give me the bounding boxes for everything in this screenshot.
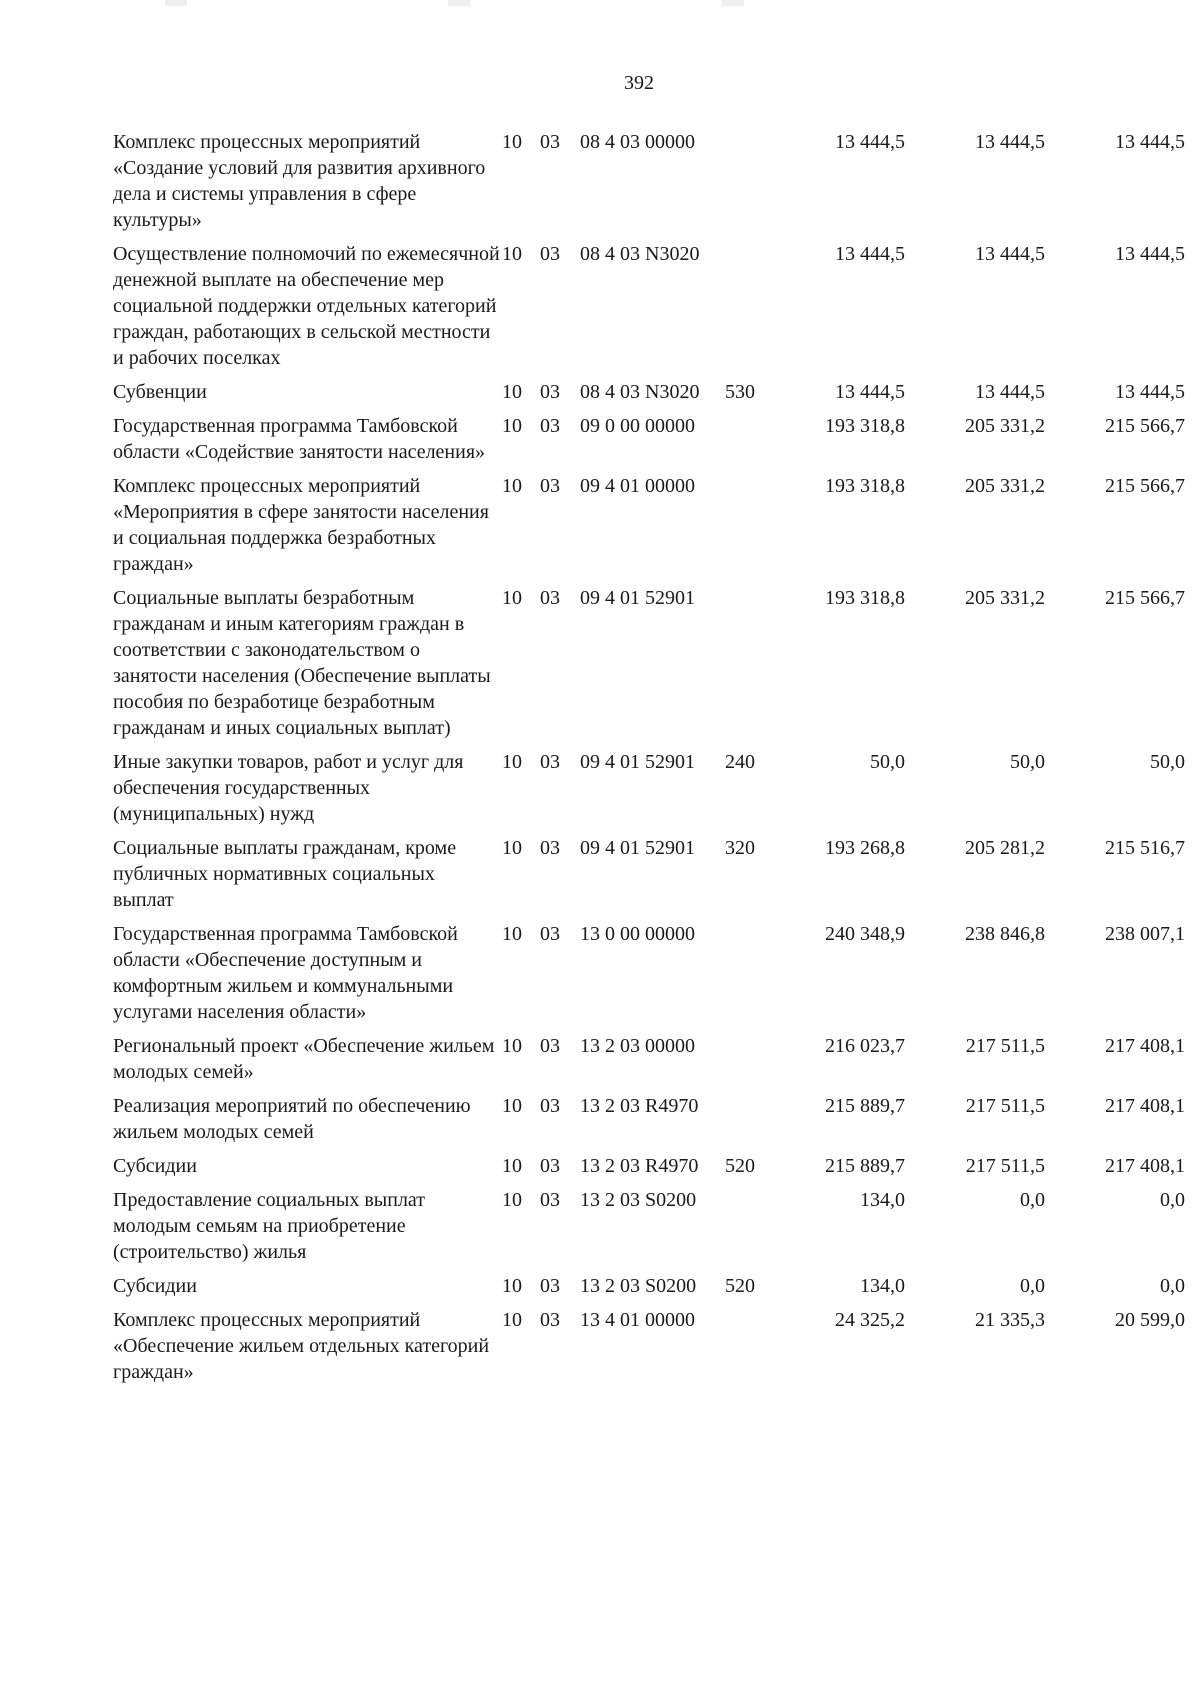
table-row (113, 749, 1185, 835)
row-expense-type-code: 240 (725, 751, 755, 773)
scan-artifact (448, 0, 470, 6)
row-amount-year-2: 13 444,5 (975, 381, 1045, 403)
row-amount-year-2: 217 511,5 (965, 1035, 1045, 1057)
row-section-code: 10 (502, 243, 522, 265)
row-target-item-code: 09 4 01 52901 (580, 837, 695, 859)
row-amount-year-3: 215 566,7 (1105, 475, 1185, 497)
table-row (113, 1273, 1185, 1307)
row-section-code: 10 (502, 837, 522, 859)
row-amount-year-3: 13 444,5 (1115, 243, 1185, 265)
row-expense-type-code (725, 1093, 770, 1153)
row-name: Государственная программа Тамбовской области «Обеспечение доступным и комфортным жильем и коммунальными услугами населения области» (113, 923, 458, 1023)
row-subsection-code: 03 (540, 381, 560, 403)
row-amount-year-2: 13 444,5 (975, 131, 1045, 153)
row-amount-year-3: 215 566,7 (1105, 587, 1185, 609)
row-target-item-code: 13 2 03 00000 (580, 1035, 695, 1057)
row-section-code: 10 (502, 1155, 522, 1177)
row-amount-year-3: 0,0 (1160, 1189, 1185, 1211)
row-name: Социальные выплаты гражданам, кроме публичных нормативных социальных выплат (113, 837, 457, 911)
row-name: Субсидии (113, 1275, 197, 1297)
table-row (113, 835, 1185, 921)
row-target-item-code: 13 2 03 S0200 (580, 1189, 697, 1211)
row-subsection-code: 03 (540, 1309, 560, 1331)
row-expense-type-code: 320 (725, 837, 755, 859)
row-amount-year-2: 238 846,8 (965, 923, 1045, 945)
row-expense-type-code: 520 (725, 1275, 755, 1297)
row-amount-year-1: 193 318,8 (825, 475, 905, 497)
row-amount-year-1: 24 325,2 (835, 1309, 905, 1331)
row-amount-year-3: 50,0 (1150, 751, 1185, 773)
row-target-item-code: 08 4 03 N3020 (580, 243, 700, 265)
row-subsection-code: 03 (540, 751, 560, 773)
row-amount-year-2: 0,0 (1020, 1189, 1045, 1211)
table-row (113, 1093, 1185, 1153)
row-name: Комплекс процессных мероприятий «Мероприятия в сфере занятости населения и социальная поддержка безработных граждан» (113, 475, 489, 575)
row-amount-year-1: 193 318,8 (825, 587, 905, 609)
row-expense-type-code (725, 473, 770, 585)
row-amount-year-2: 205 331,2 (965, 475, 1045, 497)
row-amount-year-1: 50,0 (870, 751, 905, 773)
row-amount-year-1: 13 444,5 (835, 381, 905, 403)
row-target-item-code: 13 2 03 R4970 (580, 1095, 699, 1117)
row-target-item-code: 09 4 01 52901 (580, 587, 695, 609)
row-section-code: 10 (502, 751, 522, 773)
row-subsection-code: 03 (540, 587, 560, 609)
row-expense-type-code (725, 585, 770, 749)
row-amount-year-3: 217 408,1 (1105, 1035, 1185, 1057)
table-row (113, 473, 1185, 585)
table-row (113, 1187, 1185, 1273)
row-name: Субвенции (113, 381, 207, 403)
row-section-code: 10 (502, 131, 522, 153)
row-amount-year-3: 13 444,5 (1115, 381, 1185, 403)
row-amount-year-2: 50,0 (1010, 751, 1045, 773)
row-amount-year-3: 20 599,0 (1115, 1309, 1185, 1331)
row-section-code: 10 (502, 923, 522, 945)
table-row (113, 585, 1185, 749)
row-expense-type-code (725, 413, 770, 473)
scan-artifact (165, 0, 187, 6)
row-target-item-code: 08 4 03 00000 (580, 131, 695, 153)
row-amount-year-1: 216 023,7 (825, 1035, 905, 1057)
row-amount-year-3: 217 408,1 (1105, 1155, 1185, 1177)
row-section-code: 10 (502, 587, 522, 609)
row-target-item-code: 09 0 00 00000 (580, 415, 695, 437)
row-subsection-code: 03 (540, 1155, 560, 1177)
row-amount-year-2: 205 331,2 (965, 587, 1045, 609)
row-target-item-code: 13 4 01 00000 (580, 1309, 695, 1331)
table-row (113, 1307, 1185, 1393)
row-expense-type-code (725, 1033, 770, 1093)
row-amount-year-2: 205 281,2 (965, 837, 1045, 859)
row-subsection-code: 03 (540, 415, 560, 437)
row-name: Иные закупки товаров, работ и услуг для обеспечения государственных (муниципальных) нужд (113, 751, 464, 825)
row-expense-type-code (725, 1307, 770, 1393)
row-target-item-code: 13 0 00 00000 (580, 923, 695, 945)
row-amount-year-1: 215 889,7 (825, 1095, 905, 1117)
row-amount-year-1: 13 444,5 (835, 131, 905, 153)
row-subsection-code: 03 (540, 475, 560, 497)
row-amount-year-2: 205 331,2 (965, 415, 1045, 437)
table-row (113, 129, 1185, 241)
row-subsection-code: 03 (540, 1095, 560, 1117)
row-amount-year-3: 238 007,1 (1105, 923, 1185, 945)
row-section-code: 10 (502, 381, 522, 403)
row-amount-year-3: 215 516,7 (1105, 837, 1185, 859)
row-name: Субсидии (113, 1155, 197, 1177)
row-amount-year-3: 217 408,1 (1105, 1095, 1185, 1117)
row-amount-year-1: 215 889,7 (825, 1155, 905, 1177)
row-expense-type-code (725, 921, 770, 1033)
row-amount-year-2: 217 511,5 (965, 1095, 1045, 1117)
table-row (113, 1153, 1185, 1187)
row-name: Региональный проект «Обеспечение жильем молодых семей» (113, 1035, 495, 1083)
row-amount-year-1: 134,0 (860, 1275, 905, 1297)
row-target-item-code: 09 4 01 00000 (580, 475, 695, 497)
table-row (113, 921, 1185, 1033)
row-amount-year-1: 13 444,5 (835, 243, 905, 265)
row-amount-year-1: 193 318,8 (825, 415, 905, 437)
row-section-code: 10 (502, 415, 522, 437)
row-section-code: 10 (502, 1095, 522, 1117)
row-amount-year-1: 240 348,9 (825, 923, 905, 945)
row-name: Государственная программа Тамбовской области «Содействие занятости населения» (113, 415, 486, 463)
row-subsection-code: 03 (540, 243, 560, 265)
row-name: Комплекс процессных мероприятий «Создание условий для развития архивного дела и системы управления в сфере культуры» (113, 131, 486, 231)
row-name: Комплекс процессных мероприятий «Обеспечение жильем отдельных категорий граждан» (113, 1309, 490, 1383)
table-row (113, 413, 1185, 473)
row-section-code: 10 (502, 1309, 522, 1331)
page-number: 392 (624, 72, 654, 94)
budget-table (113, 129, 1185, 1393)
row-amount-year-2: 0,0 (1020, 1275, 1045, 1297)
row-section-code: 10 (502, 1275, 522, 1297)
scan-artifact (722, 0, 744, 6)
row-subsection-code: 03 (540, 131, 560, 153)
table-row (113, 241, 1185, 379)
row-expense-type-code (725, 241, 770, 379)
row-subsection-code: 03 (540, 1275, 560, 1297)
row-expense-type-code (725, 1187, 770, 1273)
row-name: Осуществление полномочий по ежемесячной денежной выплате на обеспечение мер социальной поддержки отдельных категорий граждан, работающих в сельской местности и рабочих поселках (113, 243, 500, 369)
row-target-item-code: 13 2 03 R4970 (580, 1155, 699, 1177)
row-amount-year-2: 13 444,5 (975, 243, 1045, 265)
row-amount-year-1: 193 268,8 (825, 837, 905, 859)
table-row (113, 1033, 1185, 1093)
row-amount-year-3: 0,0 (1160, 1275, 1185, 1297)
row-target-item-code: 13 2 03 S0200 (580, 1275, 697, 1297)
row-amount-year-2: 21 335,3 (975, 1309, 1045, 1331)
row-name: Социальные выплаты безработным гражданам и иным категориям граждан в соответствии с законодательством о занятости населения (Обеспечение выплаты пособия по безработице безработным гражданам и иных социальных выплат) (113, 587, 491, 739)
row-name: Реализация мероприятий по обеспечению жильем молодых семей (113, 1095, 471, 1143)
row-section-code: 10 (502, 1035, 522, 1057)
row-name: Предоставление социальных выплат молодым семьям на приобретение (строительство) жилья (113, 1189, 426, 1263)
row-expense-type-code: 530 (725, 381, 755, 403)
row-expense-type-code (725, 129, 770, 241)
row-section-code: 10 (502, 475, 522, 497)
row-amount-year-2: 217 511,5 (965, 1155, 1045, 1177)
row-target-item-code: 08 4 03 N3020 (580, 381, 700, 403)
row-amount-year-1: 134,0 (860, 1189, 905, 1211)
row-amount-year-3: 215 566,7 (1105, 415, 1185, 437)
row-section-code: 10 (502, 1189, 522, 1211)
row-target-item-code: 09 4 01 52901 (580, 751, 695, 773)
table-row (113, 379, 1185, 413)
row-subsection-code: 03 (540, 837, 560, 859)
row-subsection-code: 03 (540, 1189, 560, 1211)
row-subsection-code: 03 (540, 1035, 560, 1057)
row-amount-year-3: 13 444,5 (1115, 131, 1185, 153)
row-expense-type-code: 520 (725, 1155, 755, 1177)
row-subsection-code: 03 (540, 923, 560, 945)
